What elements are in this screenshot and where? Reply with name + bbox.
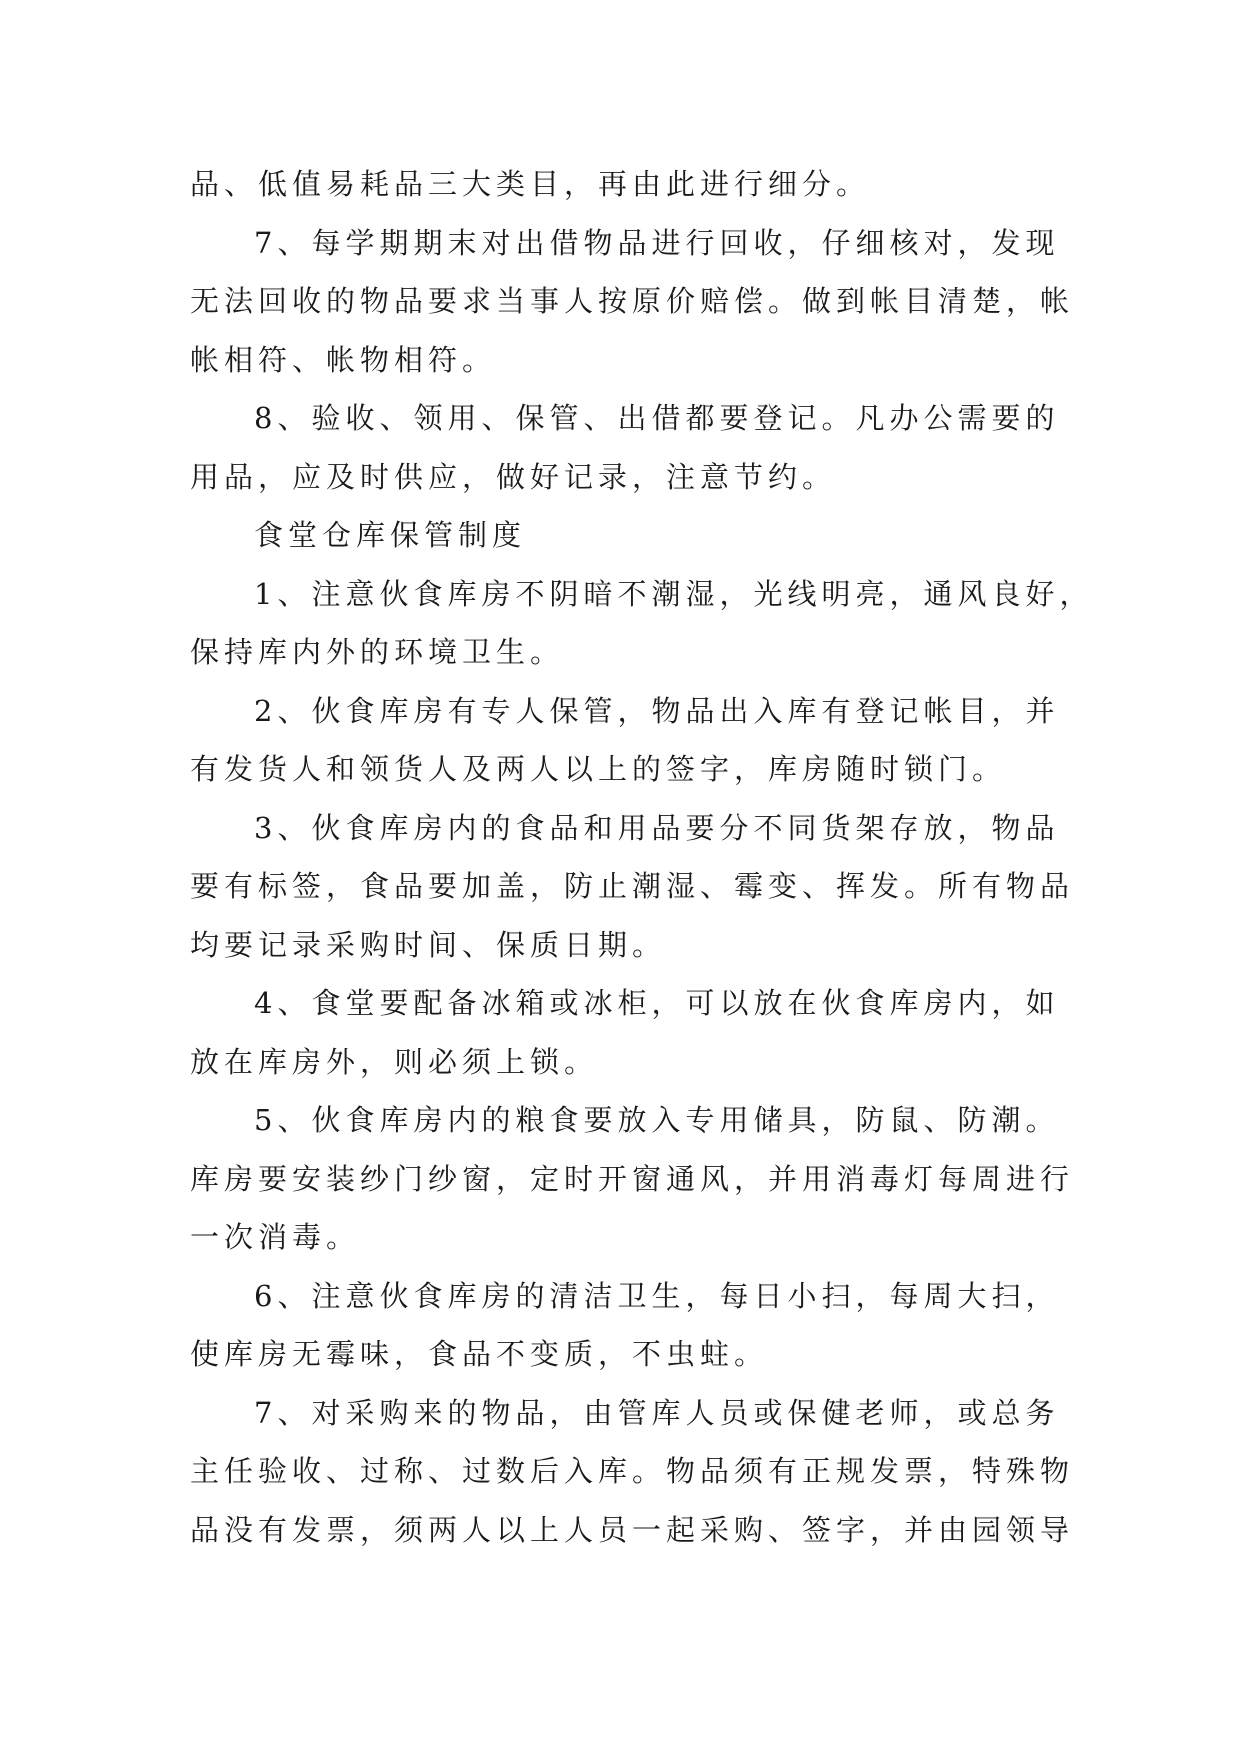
text-line: 一次消毒。 xyxy=(190,1220,361,1254)
text-line: 库房要安装纱门纱窗，定时开窗通风，并用消毒灯每周进行 xyxy=(190,1161,1075,1196)
text-line: 7、每学期期末对出借物品进行回收，仔细核对，发现 xyxy=(254,225,1060,260)
text-line: 6、注意伙食库房的清洁卫生，每日小扫，每周大扫， xyxy=(254,1278,1060,1313)
text-line: 品、低值易耗品三大类目，再由此进行细分。 xyxy=(190,167,871,201)
text-line: 8、验收、领用、保管、出借都要登记。凡办公需要的 xyxy=(254,401,1060,435)
text-line: 用品，应及时供应，做好记录，注意节约。 xyxy=(190,459,837,494)
document-body xyxy=(190,155,1094,1559)
text-line: 食堂仓库保管制度 xyxy=(254,518,527,552)
text-line: 使库房无霉味，食品不变质，不虫蛀。 xyxy=(190,1337,769,1371)
text-line: 品没有发票，须两人以上人员一起采购、签字，并由园领导 xyxy=(190,1512,1075,1547)
text-line: 放在库房外，则必须上锁。 xyxy=(190,1044,599,1079)
text-line: 2、伙食库房有专人保管，物品出入库有登记帐目，并 xyxy=(254,693,1060,728)
text-line: 1、注意伙食库房不阴暗不潮湿，光线明亮，通风良好， xyxy=(254,576,1094,611)
text-line: 有发货人和领货人及两人以上的签字，库房随时锁门。 xyxy=(190,752,1007,786)
text-line: 均要记录采购时间、保质日期。 xyxy=(190,927,667,962)
text-line: 5、伙食库房内的粮食要放入专用储具，防鼠、防潮。 xyxy=(254,1103,1060,1137)
text-line: 保持库内外的环境卫生。 xyxy=(190,635,565,669)
text-line: 7、对采购来的物品，由管库人员或保健老师，或总务 xyxy=(254,1395,1060,1430)
text-line: 4、食堂要配备冰箱或冰柜，可以放在伙食库房内，如 xyxy=(254,986,1060,1020)
text-line: 无法回收的物品要求当事人按原价赔偿。做到帐目清楚，帐 xyxy=(190,284,1075,318)
text-line: 要有标签，食品要加盖，防止潮湿、霉变、挥发。所有物品 xyxy=(190,869,1075,903)
text-line: 帐相符、帐物相符。 xyxy=(190,342,497,377)
text-line: 主任验收、过称、过数后入库。物品须有正规发票，特殊物 xyxy=(190,1454,1075,1488)
text-line: 3、伙食库房内的食品和用品要分不同货架存放，物品 xyxy=(254,810,1060,845)
